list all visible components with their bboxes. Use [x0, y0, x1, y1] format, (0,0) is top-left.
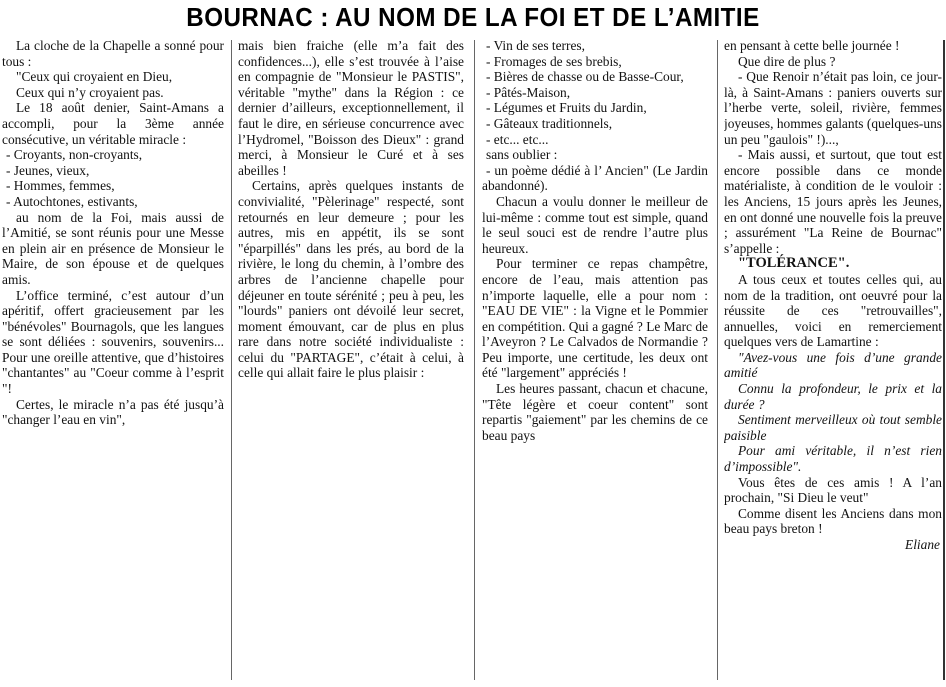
column-2 — [238, 38, 464, 687]
paragraph: Le 18 août denier, Saint-Amans a accompli, pour la 3ème année consécutive, un véritable miracle : — [2, 100, 224, 147]
paragraph: "TOLÉRANCE". — [738, 255, 850, 272]
paragraph: Pour terminer ce repas champêtre, encore de l’eau, mais attention pas n’importe laquelle, elle a pour nom : "EAU DE VIE" : la Vigne et le Pommier en compétition. Qui a gagné ? Le Marc de l’Aveyron ? Le Calvados de Normandie ? Peu importe, une certitude, les deux ont été "largement" appréciés ! — [482, 256, 708, 381]
article-body — [0, 38, 946, 687]
paragraph: - Pâtés-Maison, — [486, 84, 571, 100]
paragraph: Vous êtes de ces amis ! A l’an prochain, "Si Dieu le veut" — [724, 474, 942, 506]
paragraph: "Ceux qui croyaient en Dieu, — [16, 69, 173, 85]
paragraph: en pensant à cette belle journée ! — [724, 38, 900, 53]
paragraph: - un poème dédié à l’ Ancien" (Le Jardin abandonné). — [482, 162, 708, 194]
paragraph: Sentiment merveilleux où tout semble paisible — [724, 412, 942, 443]
paragraph: La cloche de la Chapelle a sonné pour tous : — [2, 38, 224, 69]
paragraph: - Bières de chasse ou de Basse-Cour, — [486, 69, 684, 85]
paragraph: A tous ceux et toutes celles qui, au nom de la tradition, ont oeuvré pour la réussite de ces "retrouvailles", annuelles, voici en remerciement quelques vers de Lamartine : — [724, 271, 942, 350]
author-signature: Eliane — [905, 537, 940, 552]
paragraph: - etc... etc... — [486, 131, 549, 147]
paragraph: - Légumes et Fruits du Jardin, — [486, 100, 647, 116]
paragraph: au nom de la Foi, mais aussi de l’Amitié, se sont réunis pour une Messe en plein air en présence de Monsieur le Maire, de son épouse et de quelques amis. — [2, 209, 224, 287]
paragraph: Ceux qui n’y croyaient pas. — [16, 84, 164, 100]
paragraph: sans oublier : — [486, 147, 558, 163]
column-3 — [482, 38, 708, 687]
paragraph: - Autochtones, estivants, — [6, 193, 138, 209]
paragraph: L’office terminé, c’est autour d’un apéritif, offert gracieusement par les "bénévoles" Bournagols, que les langues se sont déliées : souvenirs, souvenirs... Pour une oreille attentive, que d’histoires "chantantes" au "Coeur comme à l’esprit "! — [2, 287, 224, 397]
paragraph: Les heures passant, chacun et chacune, "Tête légère et coeur content" sont repartis "gaiement" par les chemins de ce beau pays — [482, 381, 708, 443]
paragraph: - Vin de ses terres, — [486, 38, 585, 53]
column-4 — [724, 38, 942, 687]
paragraph: Connu la profondeur, le prix et la durée ? — [724, 381, 942, 412]
paragraph: Certes, le miracle n’a pas été jusqu’à "changer l’eau en vin", — [2, 396, 224, 428]
paragraph: - Fromages de ses brebis, — [486, 53, 622, 69]
paragraph: - Gâteaux traditionnels, — [486, 115, 613, 131]
paragraph: Comme disent les Anciens dans mon beau pays breton ! — [724, 505, 942, 537]
paragraph: - Hommes, femmes, — [6, 178, 115, 194]
paragraph: Certains, après quelques instants de convivialité, "Pèlerinage" respecté, sont retournés en leur demeure ; pour les autres, mis en appétit, ils se sont "éparpillés" dans les prés, au bord de la rivière, le long du chemin, à l’ombre des arbres de l’ancienne chapelle pour déjeuner en toute sérénité ; peu à peu, les "lourds" paniers ont dévoilé leur secret, moment émouvant, car de plus en plus rare dans notre société individualiste : celui du "PARTAGE", c’était à celui, à celle qui allait faire le plus plaisir : — [238, 178, 464, 381]
paragraph: - Que Renoir n’était pas loin, ce jour-là, à Saint-Amans : paniers ouverts sur l’herbe verte, soleil, rivière, femmes joyeuses, hommes galants (quelques-uns un peu "gaulois" !)..., — [724, 69, 942, 147]
paragraph: - Croyants, non-croyants, — [6, 147, 143, 163]
paragraph: Que dire de plus ? — [738, 53, 836, 69]
paragraph: mais bien fraiche (elle m’a fait des confidences...), elle s’est trouvée à l’aise en compagnie de "Monsieur le PASTIS", véritable "mythe" dans la Région : ce dernier d’ailleurs, exceptionnellement, il faut le dire, en sérieuse concurrence avec l’Hydromel, "Boisson des Dieux" : grand merci, à Monsieur le Curé et à ses abeilles ! — [238, 38, 464, 178]
paragraph: Pour ami véritable, il n’est rien d’impossible". — [724, 443, 942, 475]
paragraph: Chacun a voulu donner le meilleur de lui-même : comme tout est simple, quand le seul souci est de rendre l’autre plus heureux. — [482, 193, 708, 256]
article-headline: BOURNAC : AU NOM DE LA FOI ET DE L’AMITIE — [186, 2, 760, 32]
paragraph: - Mais aussi, et surtout, que tout est encore possible dans ce monde matérialiste, à condition de le vouloir : les Anciens, 15 jours après les Jeunes, en ont donné une nouvelle fois la preuve ; assurément "La Reine de Bournac" s’appelle : — [724, 147, 942, 256]
paragraph: - Jeunes, vieux, — [6, 162, 90, 178]
column-1 — [2, 38, 224, 687]
paragraph: "Avez-vous une fois d’une grande amitié — [724, 349, 942, 381]
